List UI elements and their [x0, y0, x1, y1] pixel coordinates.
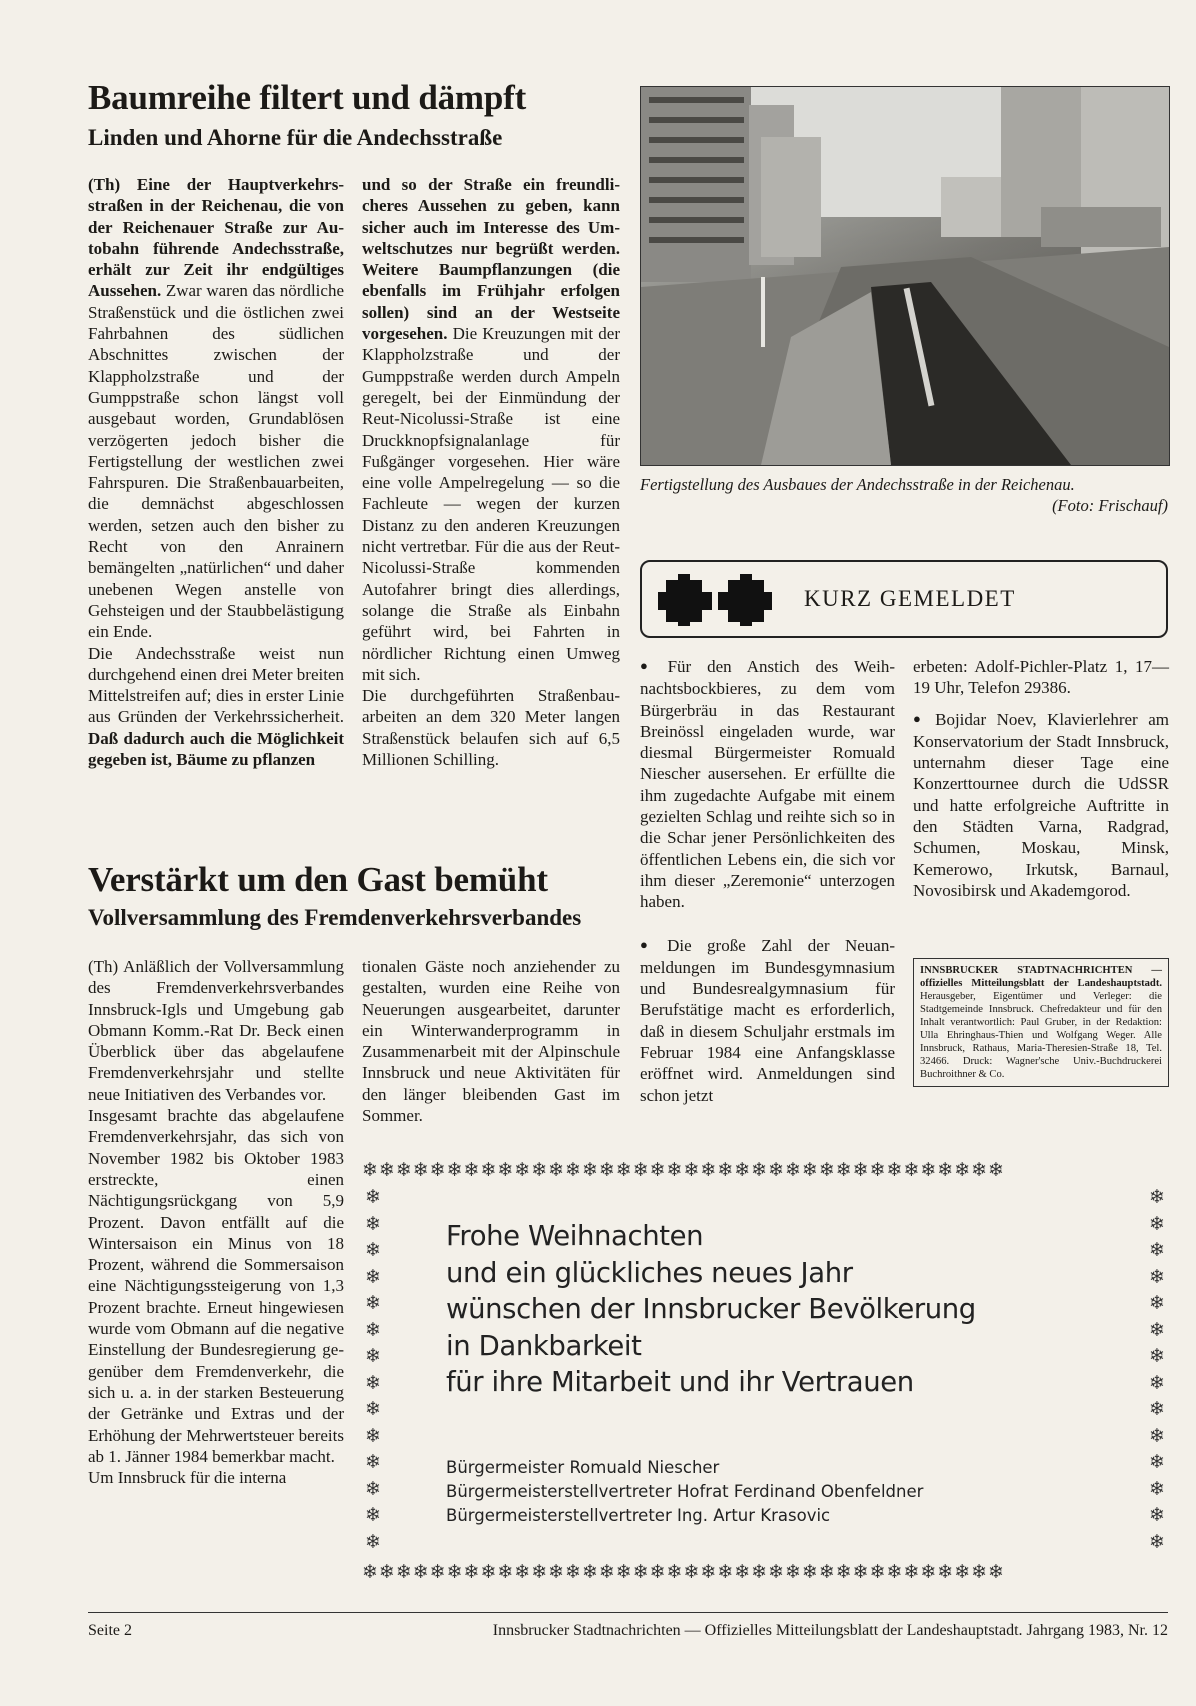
snowflake-border-bottom: ❄❄❄❄❄❄❄❄❄❄❄❄❄❄❄❄❄❄❄❄❄❄❄❄❄❄❄❄❄❄❄❄❄❄❄❄❄❄: [362, 1562, 1005, 1582]
greeting-line-1: Frohe Weihnachten: [446, 1220, 704, 1252]
page-number: Seite 2: [88, 1622, 132, 1639]
imprint-body: Herausgeber, Eigentümer und Verleger: die Stadtgemeinde Innsbruck. Chefredakteur und für den Inhalt verantwortlich: Paul Gruber, in der Redaktion: Ulla Ehringhaus-Thien und Wolfgang Weger. Alle Innsbruck, Rathaus, Maria-Theresien-Straße 18, Tel. 32466. Druck: Wagner'sche Univ.-Buchdruckerei Buchroithner & Co.: [920, 991, 1162, 1080]
greeting-line-2: und ein glückliches neues Jahr: [446, 1256, 853, 1289]
signatory-deputy-2: Bürgermeisterstellvertreter Ing. Artur Krasovic: [446, 1506, 831, 1525]
article-headline: Baumreihe filtert und dämpft: [88, 78, 527, 117]
snowflake-border-top: ❄❄❄❄❄❄❄❄❄❄❄❄❄❄❄❄❄❄❄❄❄❄❄❄❄❄❄❄❄❄❄❄❄❄❄❄❄❄: [362, 1160, 1005, 1180]
greeting-signatories: [446, 1456, 1136, 1528]
imprint-title: INNSBRUCKER STADTNACHRICHTEN — offizielles Mitteilungsblatt der Landeshauptstadt.: [920, 965, 1162, 989]
caption-text: Fertigstellung des Ausbaues der Andechsstraße in der Reichenau.: [640, 475, 1075, 494]
kurz-gemeldet-title: KURZ GEMELDET: [804, 586, 1016, 611]
greeting-line-5: für ihre Mitarbeit und ihr Vertrauen: [446, 1366, 914, 1398]
photo-caption: [640, 474, 1168, 516]
kurz-gemeldet-header: [640, 560, 1168, 638]
snowflake-border-left: ❄ ❄ ❄ ❄ ❄ ❄ ❄ ❄ ❄ ❄ ❄ ❄ ❄ ❄: [365, 1186, 381, 1553]
footer-rule: [88, 1612, 1168, 1613]
kurz-column-1: [640, 656, 895, 1106]
kurz-column-2: [913, 656, 1169, 901]
news-item-gymnasium-cont: erbeten: Adolf-Pichler-Platz 1, 17—19 Uhr, Telefon 29386.: [913, 657, 1169, 698]
article-subheadline: Linden und Ahorne für die Andechsstraße: [88, 125, 503, 150]
kurz-gemeldet-logo-icon: [656, 572, 774, 626]
article2-column-1: (Th) Anläßlich der Vollversammlung des Fremdenverkehrsverbandes Innsbruck-Igls und Umgebung gab Obmann Komm.-Rat Dr. Beck einen Überblick über das abgelaufene Fremdenverkehrsjahr und stellte neue Initiativen des Verbandes vor. Insgesamt brachte das abgelaufene Fremdenverkehrsjahr, das sich von November 1982 bis Oktober 1983 erstreckte, einen Nächtigungsrückgang von 5,9 Prozent. Davon entfällt auf die Wintersaison ein Minus von 18 Prozent, während die Sommersaison eine Nächtigungssteigerung von 1,3 Prozent brachte. Erneut hingewiesen wurde vom Obmann auf die negative Einstellung der Bundesregierung gegenüber dem Fremdenverkehr, die sich u. a. in der starken Besteuerung der Getränke und Extras und der Erhöhung der Mehrwertsteuer bereits ab 1. Jänner 1984 bemerkbar macht. Um Innsbruck für die interna: [88, 957, 344, 1488]
road-construction-photo: [640, 86, 1170, 466]
christmas-greeting: [446, 1218, 1136, 1401]
publication-info: Innsbrucker Stadtnachrichten — Offizielles Mitteilungsblatt der Landeshauptstadt. Jahrgang 1983, Nr. 12: [492, 1622, 1168, 1639]
news-item-gymnasium: ● Die große Zahl der Neuanmeldungen im Bundesgymnasium und Bundesrealgymnasium für Berufstätige macht es erforderlich, daß in diesem Schuljahr erstmals im Februar 1984 eine Anfangsklasse eröffnet wird. Anmeldungen sind schon jetzt: [640, 935, 895, 1106]
news-item-noev: ● Bojidar Noev, Klavierlehrer am Konservatorium der Stadt Innsbruck, unternahm dieser Tage eine Konzerttournee durch die UdSSR und hatte erfolgreiche Auftritte in den Städten Varna, Radgrad, Schumen, Moskau, Minsk, Kemerowo, Irkutsk, Barnaul, Novosibirsk und Akademgorod.: [913, 709, 1169, 902]
photo-illustration: [641, 87, 1169, 465]
article-headline-2: Verstärkt um den Gast bemüht: [88, 860, 548, 899]
photo-credit: (Foto: Frischauf): [1052, 496, 1168, 515]
imprint-box: [913, 958, 1169, 1087]
snowflake-border-right: ❄ ❄ ❄ ❄ ❄ ❄ ❄ ❄ ❄ ❄ ❄ ❄ ❄ ❄: [1149, 1186, 1165, 1553]
signatory-deputy-1: Bürgermeisterstellvertreter Hofrat Ferdinand Obenfeldner: [446, 1482, 924, 1501]
article2-column-2: tionalen Gäste noch anziehender zu gestalten, wurden eine Reihe von Neuerungen ausgearbeitet, darunter ein Winterwanderprogramm in Zusammenarbeit mit der Alpinschule Innsbruck und neue Aktivitäten für den länger bleibenden Gast im Sommer.: [362, 957, 620, 1126]
article-subheadline-2: Vollversammlung des Fremdenverkehrsverbandes: [88, 905, 582, 930]
greeting-line-4: in Dankbarkeit: [446, 1329, 642, 1362]
article-column-2: und so der Straße ein freundlicheres Aussehen zu geben, kann sicher auch im Interesse des Umweltschutzes nur begrüßt werden. Weitere Baumpflanzungen (die ebenfalls im Frühjahr erfolgen sollen) sind an der Westseite vorgesehen. Die Kreuzungen mit der Klappholzstraße und der Gumppstraße werden durch Ampeln geregelt, bei der Einmündung der Reut-Nicolussi-Straße ist eine Druckknopfsignalanlage für Fußgänger vorgesehen. Hier wäre eine volle Ampelregelung — so die Fachleute — wegen der kurzen Distanz zu den anderen Kreuzungen nicht vertretbar. Für die aus der Reut-Nicolussi-Straße kommenden Autofahrer bringt dies allerdings, solange die Straße als Einbahn geführt wird, bei Fahrten in nördlicher Richtung einen Umweg mit sich. Die durchgeführten Straßenbauarbeiten an dem 320 Meter langen Straßenstück belaufen sich auf 6,5 Millionen Schilling.: [362, 175, 620, 770]
article-column-1: (Th) Eine der Hauptverkehrsstraßen in der Reichenau, die von der Reichenauer Straße zur Autobahn führende Andechsstraße, erhält zur Zeit ihr endgültiges Aussehen. Zwar waren das nördliche Straßenstück und die östlichen zwei Fahrbahnen des südlichen Abschnittes zwischen der Klappholzstraße und der Gumppstraße schon längst voll ausgebaut worden, Grundablösen verzögerten jedoch bisher die Fertigstellung der westlichen zwei Fahrspuren. Die Straßenbauarbeiten, die demnächst abgeschlossen werden, setzen auch den bisher zu Recht von den Anrainern bemängelten „natürlichen“ und daher unebenen Wegen anstelle von Gehsteigen und der Staubbelästigung ein Ende. Die Andechsstraße weist nun durchgehend einen drei Meter breiten Mittelstreifen auf; dies in erster Linie aus Gründen der Verkehrssicherheit. Daß dadurch auch die Möglichkeit gegeben ist, Bäume zu pflanzen: [88, 175, 344, 770]
news-item-bockbier: ● Für den Anstich des Weihnachtsbockbieres, zu dem vom Bürgerbräu in das Restaurant Breinössl eingeladen wurde, war diesmal Bürgermeister Romuald Niescher ausersehen. Er erfüllte die ihm zugedachte Aufgabe mit einem gezielten Schlag und reihte sich so in die Schar jener Persönlichkeiten des öffentlichen Lebens ein, die sich vor ihm dieser „Zeremonie“ unterzogen haben.: [640, 656, 895, 913]
greeting-line-3: wünschen der Innsbrucker Bevölkerung: [446, 1293, 976, 1325]
signatory-mayor: Bürgermeister Romuald Niescher: [446, 1458, 720, 1477]
